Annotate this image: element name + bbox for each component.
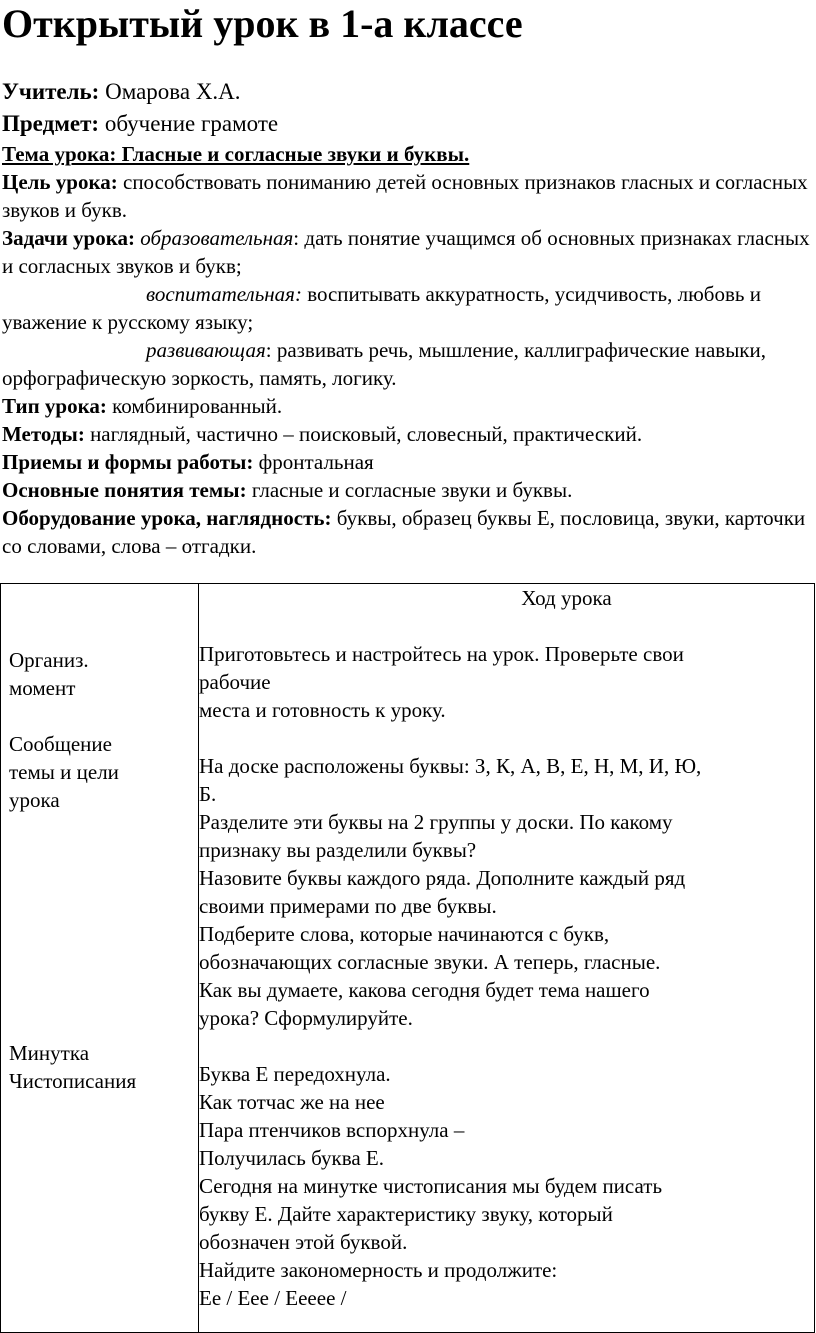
concepts-line [2,476,814,504]
lesson-line: Разделите эти буквы на 2 группы у доски. По какому [199,810,673,834]
stage-org-line-1: Организ. [9,648,89,672]
lesson-line: рабочие [199,670,271,694]
stages-column [1,584,199,1333]
stage-message-line-1: Сообщение [9,732,112,756]
lesson-lines [199,640,814,1312]
task-educational-type: образовательная [140,226,294,250]
methods-line [2,420,814,448]
stage-org [9,646,89,702]
concepts-value: гласные и согласные звуки и буквы. [246,478,573,502]
blank-line [199,724,814,752]
stage-org-line-2: момент [9,676,76,700]
forms-label: Приемы и формы работы: [2,450,254,474]
methods-label: Методы: [2,422,85,446]
table-header: Ход урока [521,586,612,610]
lesson-line: букву Е. Дайте характеристику звуку, который [199,1202,613,1226]
lesson-type-label: Тип урока: [2,394,107,418]
lesson-line: обозначающих согласные звуки. А теперь, гласные. [199,950,661,974]
stage-message-line-3: урока [9,788,60,812]
lesson-type-line [2,392,814,420]
lesson-type-value: комбинированный. [106,394,283,418]
subject-value: обучение грамоте [99,111,279,136]
topic-line: Тема урока: Гласные и согласные звуки и буквы. [2,142,470,166]
forms-value: фронтальная [253,450,374,474]
stage-writing [9,1039,136,1095]
lesson-line: признаку вы разделили буквы? [199,838,477,862]
lesson-info [2,76,814,560]
lesson-line: Приготовьтесь и настройтесь на урок. Проверьте свои [199,642,684,666]
lesson-line: Б. [199,782,217,806]
methods-value: наглядный, частично – поисковый, словесный, практический. [84,422,643,446]
lesson-line: Найдите закономерность и продолжите: [199,1258,558,1282]
lesson-line: урока? Сформулируйте. [199,1006,413,1030]
lesson-line: Ее / Еее / Ееееe / [199,1286,347,1310]
teacher-label: Учитель: [2,79,100,104]
goal-line [2,168,814,224]
task-developing-type: развивающая [146,338,266,362]
lesson-line: Пара птенчиков вспорхнула – [199,1118,465,1142]
lesson-line: Буква Е передохнула. [199,1062,391,1086]
equipment-label: Оборудование урока, наглядность: [2,506,332,530]
lesson-line: На доске расположены буквы: З, К, А, В, Е, Н, М, И, Ю, [199,754,702,778]
lesson-line: Как вы думаете, какова сегодня будет тема нашего [199,978,650,1002]
tasks-label: Задачи урока: [2,226,136,250]
goal-value: способствовать пониманию детей основных признаков гласных и согласных звуков и букв. [2,170,808,222]
stage-writing-line-2: Чистописания [9,1069,137,1093]
lesson-line: обозначен этой буквой. [199,1230,408,1254]
lesson-line: Как тотчас же на нее [199,1090,385,1114]
teacher-value: Омарова Х.А. [99,79,241,104]
lesson-line: места и готовность к уроку. [199,698,446,722]
subject-line [2,108,814,140]
tasks-line-3 [2,336,814,392]
task-upbringing-type: воспитательная: [146,282,302,306]
task-developing-text: : развивать речь, мышление, каллиграфические навыки, орфографическую зоркость, память, логику. [2,338,766,390]
subject-label: Предмет: [2,111,100,136]
page-title: Открытый урок в 1-а классе [2,1,523,46]
stage-message-line-2: темы и цели [9,760,119,784]
stage-writing-line-1: Минутка [9,1041,90,1065]
lesson-line: Подберите слова, которые начинаются с букв, [199,922,610,946]
lesson-line: Сегодня на минутке чистописания мы будем писать [199,1174,663,1198]
lesson-line: Получилась буква Е. [199,1146,384,1170]
goal-label: Цель урока: [2,170,118,194]
task-upbringing-text: воспитывать аккуратность, усидчивость, любовь и уважение к русскому языку; [2,282,761,334]
concepts-label: Основные понятия темы: [2,478,247,502]
tasks-line-1 [2,224,814,280]
equipment-value: буквы, образец буквы Е, пословица, звуки, карточки со словами, слова – отгадки. [2,506,806,558]
stage-message [9,730,119,814]
teacher-line [2,76,814,108]
equipment-line [2,504,814,560]
lesson-content [199,584,815,1333]
forms-line [2,448,814,476]
task-educational-text: : дать понятие учащимся об основных признаках гласных и согласных звуков и букв; [2,226,810,278]
lesson-line: Назовите буквы каждого ряда. Дополните каждый ряд [199,866,686,890]
blank-line [199,1032,814,1060]
tasks-line-2 [2,280,814,336]
lesson-table [0,583,815,1333]
lesson-line: своими примерами по две буквы. [199,894,497,918]
